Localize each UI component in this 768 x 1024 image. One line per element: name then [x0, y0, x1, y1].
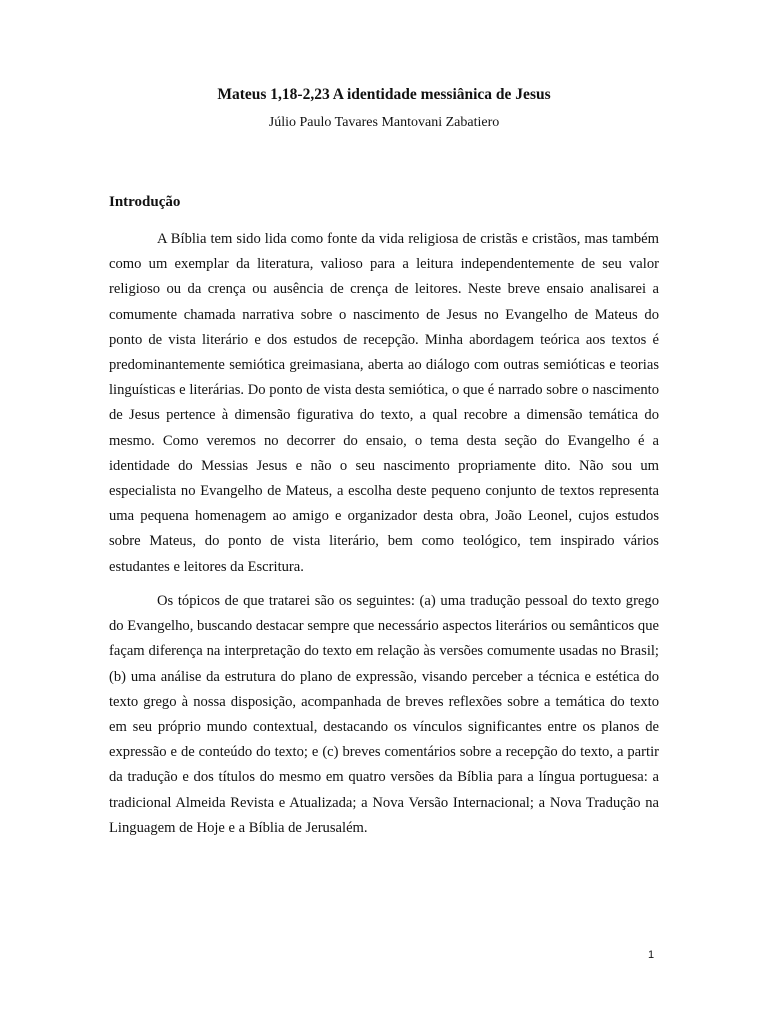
body-paragraph: A Bíblia tem sido lida como fonte da vida religiosa de cristãs e cristãos, mas também como um exemplar da literatura, valioso para a leitura independentemente de seu valor religioso ou da crença ou ausência de crença de leitores. Neste breve ensaio analisarei a comumente chamada narrativa sobre o nascimento de Jesus no Evangelho de Mateus do ponto de vista literário e dos estudos de recepção. Minha abordagem teórica aos textos é predominantemente semiótica greimasiana, aberta ao diálogo com outras semióticas e teorias linguísticas e literárias. Do ponto de vista desta semiótica, o que é narrado sobre o nascimento de Jesus pertence à dimensão figurativa do texto, a qual recobre a dimensão temática do mesmo. Como veremos no decorrer do ensaio, o tema desta seção do Evangelho é a identidade do Messias Jesus e não o seu nascimento propriamente dito. Não sou um especialista no Evangelho de Mateus, a escolha deste pequeno conjunto de textos representa uma pequena homenagem ao amigo e organizador desta obra, João Leonel, cujos estudos sobre Mateus, do ponto de vista literário, bem como teológico, tem inspirado vários estudantes e leitores da Escritura.	[109, 231, 659, 575]
body-paragraph: Os tópicos de que tratarei são os seguintes: (a) uma tradução pessoal do texto grego do Evangelho, buscando destacar sempre que necessário aspectos literários ou semânticos que façam diferença na interpretação do texto em relação às versões comumente usadas no Brasil; (b) uma análise da estrutura do plano de expressão, visando perceber a técnica e estética do texto grego à nossa disposição, acompanhada de breves reflexões sobre a temática do texto em seu próprio mundo contextual, destacando os vínculos significantes entre os planos de expressão e de conteúdo do texto; e (c) breves comentários sobre a recepção do texto, a partir da tradução e dos títulos do mesmo em quatro versões da Bíblia para a língua portuguesa: a tradicional Almeida Revista e Atualizada; a Nova Versão Internacional; a Nova Tradução na Linguagem de Hoje e a Bíblia de Jerusalém.	[109, 593, 659, 836]
page-number: 1	[648, 949, 655, 961]
section-heading: Introdução	[109, 194, 181, 210]
document-title: Mateus 1,18-2,23 A identidade messiânica de Jesus	[217, 86, 551, 103]
document-author: Júlio Paulo Tavares Mantovani Zabatiero	[268, 115, 500, 130]
